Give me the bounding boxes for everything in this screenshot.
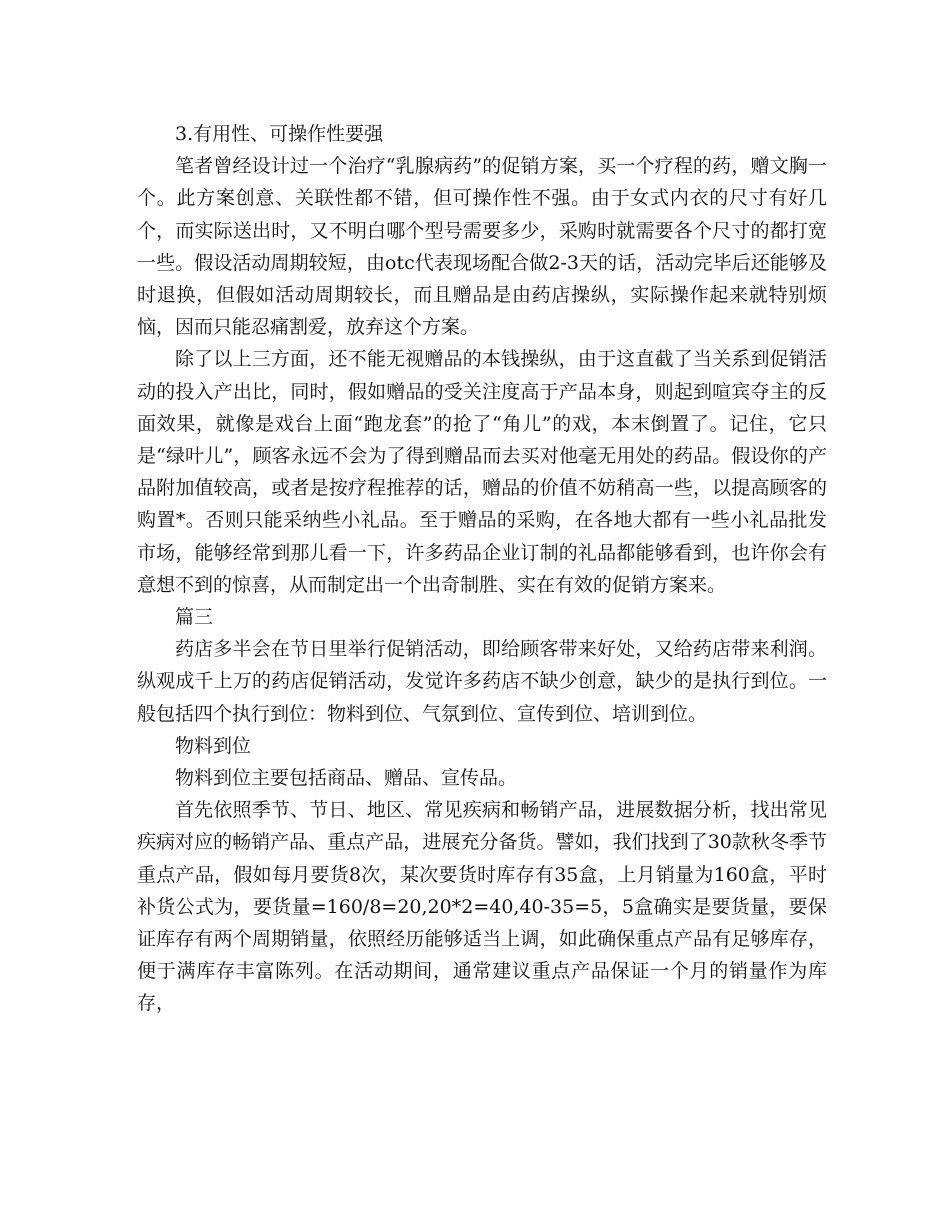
paragraph-bra-promotion: 笔者曾经设计过一个治疗“乳腺病药”的促销方案，买一个疗程的药，赠文胸一个。此方案创意、关联性都不错，但可操作性不强。由于女式内衣的尺寸有好几个，而实际送出时，又不明白哪个型号需要多少，采购时就需要各个尺寸的都打宽一些。假设活动周期较短，由otc代表现场配合做2-3天的话，活动完毕后还能够及时退换，但假如活动周期较长，而且赠品是由药店操纵，实际操作起来就特别烦恼，因而只能忍痛割爱，放弃这个方案。 [137, 155, 827, 339]
paragraph-gift-cost-control: 除了以上三方面，还不能无视赠品的本钱操纵，由于这直截了当关系到促销活动的投入产出比，同时，假如赠品的受关注度高于产品本身，则起到喧宾夺主的反面效果，就像是戏台上面“跑龙套”的抢了“角儿”的戏，本末倒置了。记住，它只是“绿叶儿”，顾客永远不会为了得到赠品而去买对他毫无用处的药品。假设你的产品附加值较高，或者是按疗程推荐的话，赠品的价值不妨稍高一些，以提高顾客的购置*。否则只能采纳些小礼品。至于赠品的采购，在各地大都有一些小礼品批发市场，能够经常到那儿看一下，许多药品企业订制的礼品都能够看到，也许你会有意想不到的惊喜，从而制定出一个出奇制胜、实在有效的促销方案来。 [137, 348, 827, 596]
paragraph-stock-analysis: 首先依照季节、节日、地区、常见疾病和畅销产品，进展数据分析，找出常见疾病对应的畅销产品、重点产品，进展充分备货。譬如，我们找到了30款秋冬季节重点产品，假如每月要货8次，某次要货时库存有35盒，上月销量为160盒，平时补货公式为，要货量=160/8=20,20*2=40,40-35=5，5盒确实是要货量，要保证库存有两个周期销量，依照经历能够适当上调，如此确保重点产品有足够库存，便于满库存丰富陈列。在活动期间，通常建议重点产品保证一个月的销量作为库存， [137, 799, 827, 1015]
document-body [137, 118, 827, 1020]
section-heading-part-three: 篇三 [175, 606, 214, 629]
paragraph-materials-scope: 物料到位主要包括商品、赠品、宣传品。 [175, 767, 518, 790]
section-heading-usability: 3.有用性、可操作性要强 [175, 123, 384, 145]
paragraph-pharmacy-promotion: 药店多半会在节日里举行促销活动，即给顾客带来好处，又给药店带来利润。纵观成千上万的药店促销活动，发觉许多药店不缺少创意，缺少的是执行到位。一般包括四个执行到位：物料到位、气氛到位、宣传到位、培训到位。 [137, 638, 827, 725]
section-heading-materials: 物料到位 [175, 734, 252, 757]
